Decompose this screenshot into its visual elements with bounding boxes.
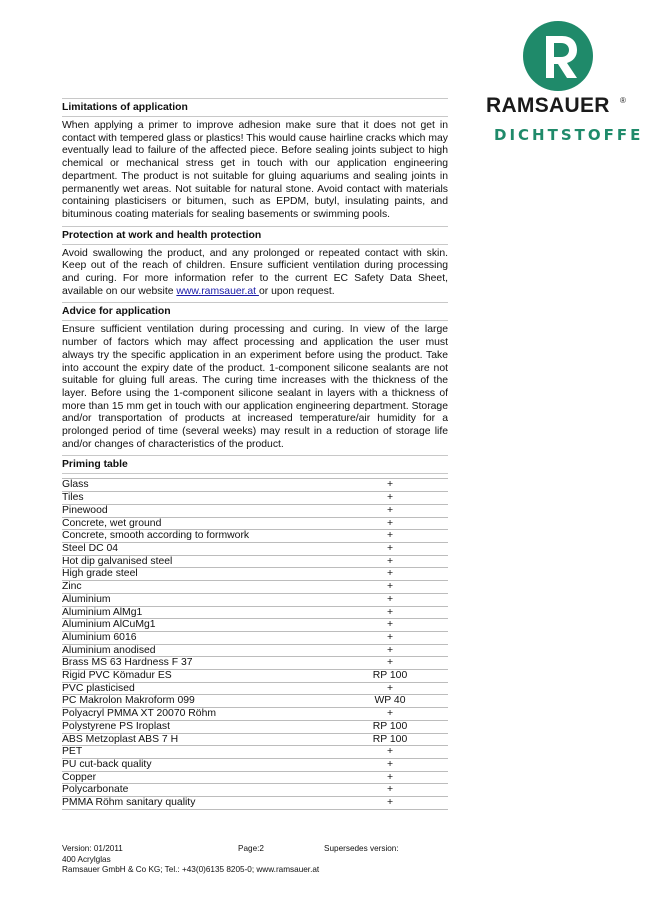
table-row <box>62 784 448 797</box>
table-row <box>62 581 448 594</box>
footer-page: Page:2 <box>238 844 264 853</box>
table-row <box>62 708 448 721</box>
material-cell: Polycarbonate <box>62 784 332 797</box>
table-row <box>62 657 448 670</box>
table-row <box>62 797 448 810</box>
table-row <box>62 682 448 695</box>
table-row <box>62 517 448 530</box>
material-cell: Copper <box>62 771 332 784</box>
table-row <box>62 695 448 708</box>
priming-table-title: Priming table <box>62 456 448 474</box>
material-cell: PMMA Röhm sanitary quality <box>62 797 332 810</box>
table-row <box>62 530 448 543</box>
material-cell: Tiles <box>62 492 332 505</box>
section-title: Protection at work and health protection <box>62 227 448 245</box>
primer-cell: + <box>332 530 448 543</box>
section-protection <box>62 226 448 299</box>
section-title: Limitations of application <box>62 99 448 117</box>
table-row <box>62 644 448 657</box>
table-row <box>62 593 448 606</box>
material-cell: Polyacryl PMMA XT 20070 Röhm <box>62 708 332 721</box>
primer-cell: RP 100 <box>332 670 448 683</box>
table-row <box>62 555 448 568</box>
table-row <box>62 479 448 492</box>
material-cell: Concrete, smooth according to formwork <box>62 530 332 543</box>
primer-cell: + <box>332 797 448 810</box>
section-priming-table <box>62 455 448 809</box>
company-logo <box>486 20 644 160</box>
ramsauer-r-logo-icon <box>522 20 594 92</box>
material-cell: Polystyrene PS Iroplast <box>62 720 332 733</box>
section-text <box>62 248 448 299</box>
page-footer <box>62 844 462 876</box>
primer-cell: + <box>332 784 448 797</box>
brand-name: RAMSAUER <box>486 94 610 117</box>
table-row <box>62 771 448 784</box>
priming-table <box>62 478 448 809</box>
table-row <box>62 492 448 505</box>
primer-cell: + <box>332 504 448 517</box>
material-cell: PET <box>62 746 332 759</box>
website-link[interactable]: www.ramsauer.at <box>176 285 259 297</box>
material-cell: Aluminium AlCuMg1 <box>62 619 332 632</box>
brand-registered-mark: ® <box>620 96 626 105</box>
table-row <box>62 568 448 581</box>
primer-cell: + <box>332 492 448 505</box>
material-cell: Hot dip galvanised steel <box>62 555 332 568</box>
material-cell: Aluminium anodised <box>62 644 332 657</box>
section-advice <box>62 302 448 451</box>
primer-cell: + <box>332 746 448 759</box>
primer-cell: + <box>332 542 448 555</box>
primer-cell: + <box>332 606 448 619</box>
primer-cell: RP 100 <box>332 720 448 733</box>
primer-cell: + <box>332 758 448 771</box>
material-cell: Aluminium <box>62 593 332 606</box>
primer-cell: + <box>332 568 448 581</box>
material-cell: Glass <box>62 479 332 492</box>
main-content <box>62 98 448 810</box>
material-cell: Brass MS 63 Hardness F 37 <box>62 657 332 670</box>
table-row <box>62 733 448 746</box>
primer-cell: RP 100 <box>332 733 448 746</box>
material-cell: Zinc <box>62 581 332 594</box>
material-cell: Aluminium AlMg1 <box>62 606 332 619</box>
primer-cell: + <box>332 657 448 670</box>
primer-cell: + <box>332 631 448 644</box>
material-cell: Rigid PVC Kömadur ES <box>62 670 332 683</box>
primer-cell: + <box>332 479 448 492</box>
primer-cell: + <box>332 517 448 530</box>
section-text-after: or upon request. <box>258 285 335 297</box>
table-row <box>62 504 448 517</box>
material-cell: PC Makrolon Makroform 099 <box>62 695 332 708</box>
primer-cell: + <box>332 644 448 657</box>
primer-cell: + <box>332 581 448 594</box>
footer-version: Version: 01/2011 <box>62 844 123 853</box>
primer-cell: + <box>332 619 448 632</box>
table-row <box>62 746 448 759</box>
table-row <box>62 606 448 619</box>
material-cell: Aluminium 6016 <box>62 631 332 644</box>
primer-cell: + <box>332 593 448 606</box>
primer-cell: + <box>332 682 448 695</box>
footer-company: Ramsauer GmbH & Co KG; Tel.: +43(0)6135 8205-0; www.ramsauer.at <box>62 865 320 875</box>
material-cell: PVC plasticised <box>62 682 332 695</box>
section-text: When applying a primer to improve adhesion make sure that it does not get in contact with tempered glass or plastics! This would cause hairline cracks which may eventually lead to failure of the affected piece. Before sealing joints subject to high chemical or mechanical stress get in touch with our application engineering department. The product is not suitable for gluing aquariums and sealing joints in permanently wet areas. Not suitable for natural stone. Avoid contact with materials containing plasticisers or bitumen, such as EPDM, butyl, insulating paints, and bituminous coating materials for sealing basements or swimming pools. <box>62 120 448 220</box>
brand-subtitle: DICHTSTOFFE <box>494 126 644 144</box>
table-row <box>62 619 448 632</box>
section-text-before: Avoid swallowing the product, and any prolonged or repeated contact with skin. Keep out of the reach of children. Ensure sufficient ventilation during processing and curing. For more information refer to the current EC Safety Data Sheet, available on our website <box>62 247 448 297</box>
material-cell: Steel DC 04 <box>62 542 332 555</box>
section-text: Ensure sufficient ventilation during processing and curing. In view of the large number of factors which may affect processing and application the user must always try the specific application in an experiment before using the product. Take into account the expiry date of the product. 1-component silicone sealants are not suitable for gluing full areas. The curing time increases with the thickness of the layer. Before using the 1-component silicone sealant in layers with a thickness of more than 15 mm get in touch with our application engineering department. Storage and/or transportation of products at increased temperature/air humidity for a prolonged period of time (several weeks) may result in a reduction of storage life and/or changes of characteristics of the product. <box>62 324 448 450</box>
table-row <box>62 542 448 555</box>
table-row <box>62 720 448 733</box>
material-cell: PU cut-back quality <box>62 758 332 771</box>
material-cell: Pinewood <box>62 504 332 517</box>
primer-cell: + <box>332 708 448 721</box>
primer-cell: WP 40 <box>332 695 448 708</box>
primer-cell: + <box>332 555 448 568</box>
table-row <box>62 631 448 644</box>
material-cell: Concrete, wet ground <box>62 517 332 530</box>
footer-product: 400 Acrylglas <box>62 854 111 864</box>
section-limitations <box>62 98 448 222</box>
table-row <box>62 670 448 683</box>
material-cell: ABS Metzoplast ABS 7 H <box>62 733 332 746</box>
primer-cell: + <box>332 771 448 784</box>
footer-supersedes: Supersedes version: <box>324 844 399 853</box>
material-cell: High grade steel <box>62 568 332 581</box>
section-title: Advice for application <box>62 303 448 321</box>
table-row <box>62 758 448 771</box>
